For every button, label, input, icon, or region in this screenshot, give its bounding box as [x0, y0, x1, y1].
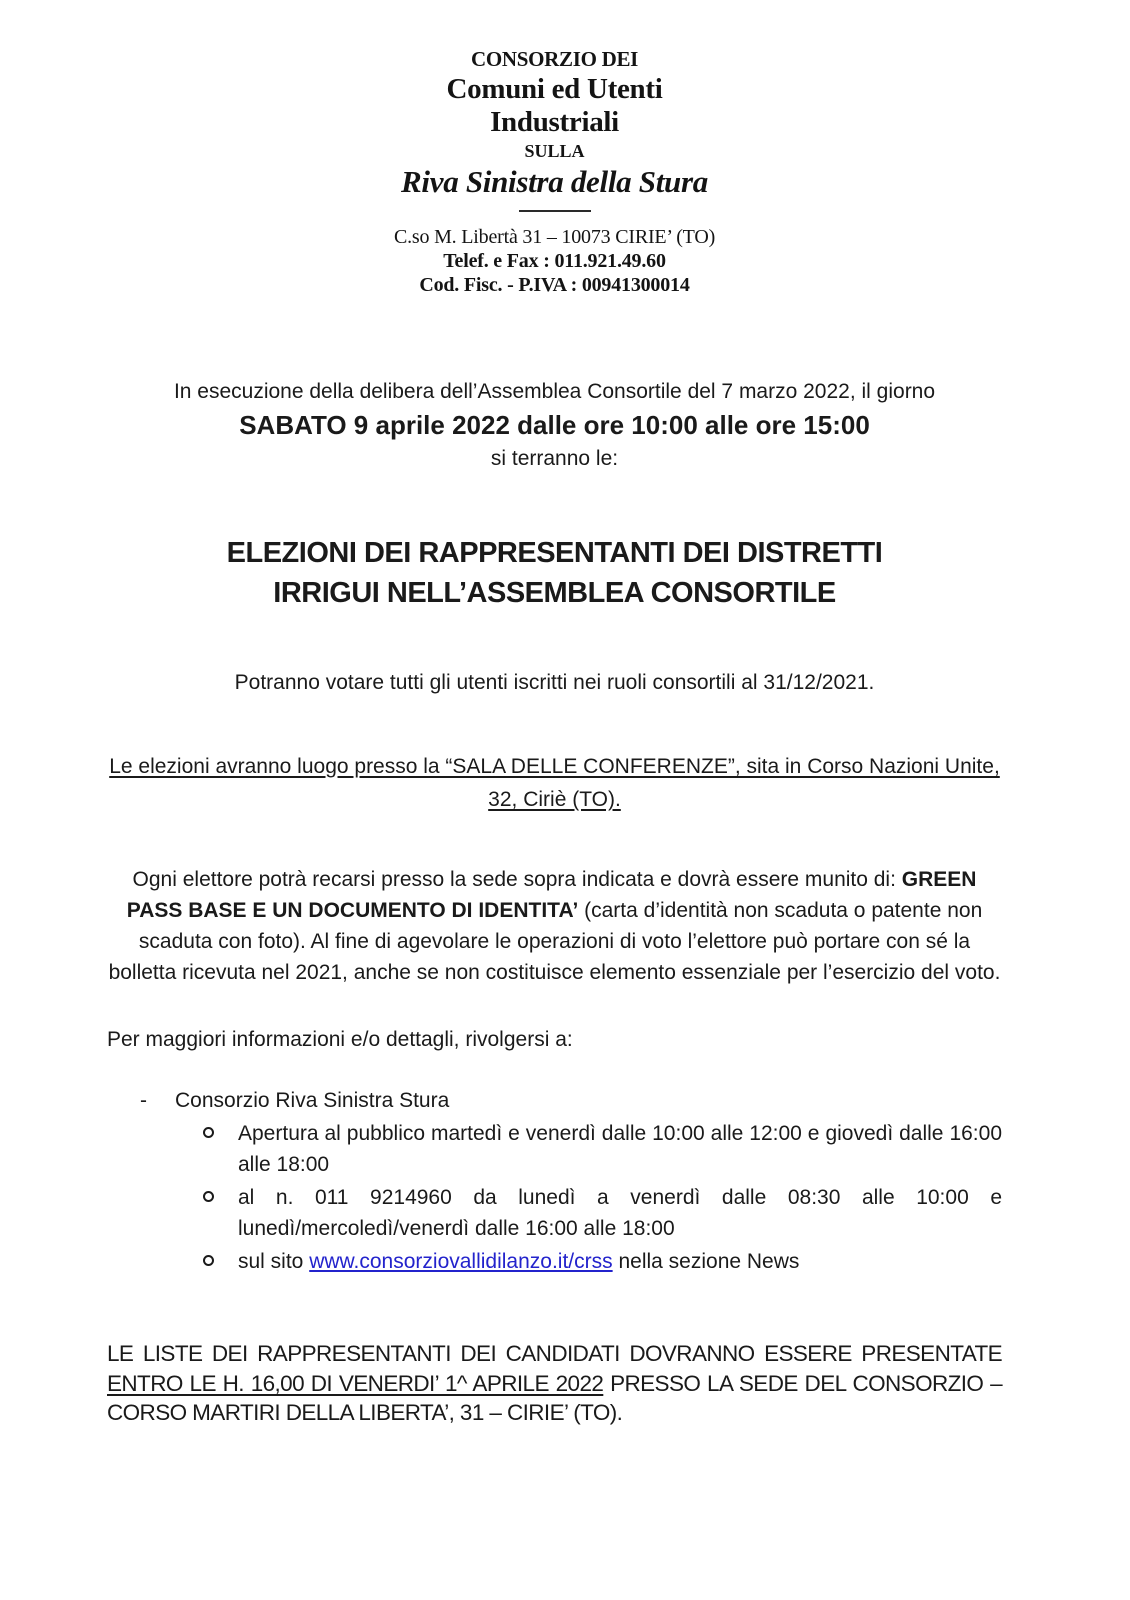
venue-paragraph: Le elezioni avranno luogo presso la “SALA DELLE CONFERENZE”, sita in Corso Nazioni Unite, 32, Ciriè (TO).: [109, 755, 1000, 811]
letterhead-line-riva: Riva Sinistra della Stura: [401, 164, 708, 199]
list-item-opening-hours: [107, 1118, 1002, 1180]
list-item-org: [107, 1085, 1002, 1116]
letterhead-fiscal-code: Cod. Fisc. - P.IVA : 00941300014: [419, 274, 690, 296]
website-text-prefix: sul sito: [238, 1250, 310, 1273]
deadline-paragraph: [107, 1339, 1002, 1428]
main-title: [107, 533, 1002, 613]
intro-text: In esecuzione della delibera dell’Assemblea Consortile del 7 marzo 2022, il giorno: [173, 380, 936, 403]
website-text-suffix: nella sezione News: [612, 1250, 800, 1273]
letterhead-divider: [519, 210, 591, 212]
deadline-underlined-text: ENTRO LE H. 16,00 DI VENERDI’ 1^ APRILE 2022: [107, 1370, 604, 1396]
intro-section: [107, 377, 1002, 475]
list-item-phone-hours: [107, 1182, 1002, 1244]
requirements-bold-text: GREEN PASS BASE E UN DOCUMENTO DI IDENTITA’: [126, 868, 977, 922]
org-name: Consorzio Riva Sinistra Stura: [175, 1089, 450, 1112]
website-link[interactable]: www.consorziovallidilanzo.it/crss: [309, 1250, 613, 1273]
info-heading: Per maggiori informazioni e/o dettagli, rivolgersi a:: [107, 1028, 573, 1051]
requirements-text-after: (carta d’identità non scaduta o patente non scaduta con foto). Al fine di agevolare le operazioni di voto l’elettore può portare con sé la bolletta ricevuta nel 2021, anche se non costituisce elemento essenziale per l’esercizio del voto.: [108, 899, 1001, 984]
letterhead-line-comuni: Comuni ed Utenti: [446, 73, 663, 105]
website-line: [238, 1246, 1002, 1277]
circle-bullet-icon: [203, 1255, 214, 1266]
deadline-text-after: PRESSO LA SEDE DEL CONSORZIO – CORSO MARTIRI DELLA LIBERTA’, 31 – CIRIE’ (TO).: [107, 1370, 1003, 1425]
dash-bullet-icon: -: [140, 1089, 147, 1112]
letterhead-phone-fax: Telef. e Fax : 011.921.49.60: [443, 250, 666, 272]
letterhead-line-industriali: Industriali: [490, 106, 619, 138]
deadline-text-before: LE LISTE DEI RAPPRESENTANTI DEI CANDIDATI DOVRANNO ESSERE PRESENTATE: [107, 1341, 1002, 1366]
circle-bullet-icon: [203, 1191, 214, 1202]
main-title-line2: IRRIGUI NELL’ASSEMBLEA CONSORTILE: [273, 577, 836, 609]
intro-text-continuation: si terranno le:: [490, 447, 619, 470]
requirements-text-before: Ogni elettore potrà recarsi presso la sede sopra indicata e dovrà essere munito di:: [132, 868, 902, 891]
letterhead: [107, 0, 1002, 297]
letterhead-line-consorzio: CONSORZIO DEI: [470, 47, 639, 71]
requirements-paragraph: [107, 864, 1002, 988]
election-date-line: SABATO 9 aprile 2022 dalle ore 10:00 alle ore 15:00: [239, 410, 870, 440]
letterhead-address: C.so M. Libertà 31 – 10073 CIRIE’ (TO): [393, 226, 716, 248]
circle-bullet-icon: [203, 1127, 214, 1138]
phone-hours-text: al n. 011 9214960 da lunedì a venerdì dalle 08:30 alle 10:00 e lunedì/mercoledì/venerdì dalle 16:00 alle 18:00: [238, 1186, 1002, 1240]
eligibility-paragraph: Potranno votare tutti gli utenti iscritti nei ruoli consortili al 31/12/2021.: [234, 671, 875, 694]
opening-hours-text: Apertura al pubblico martedì e venerdì dalle 10:00 alle 12:00 e giovedì dalle 16:00 alle 18:00: [238, 1122, 1002, 1176]
letterhead-line-sulla: SULLA: [524, 141, 585, 161]
list-item-website: [107, 1246, 1002, 1277]
main-title-line1: ELEZIONI DEI RAPPRESENTANTI DEI DISTRETTI: [226, 537, 883, 569]
